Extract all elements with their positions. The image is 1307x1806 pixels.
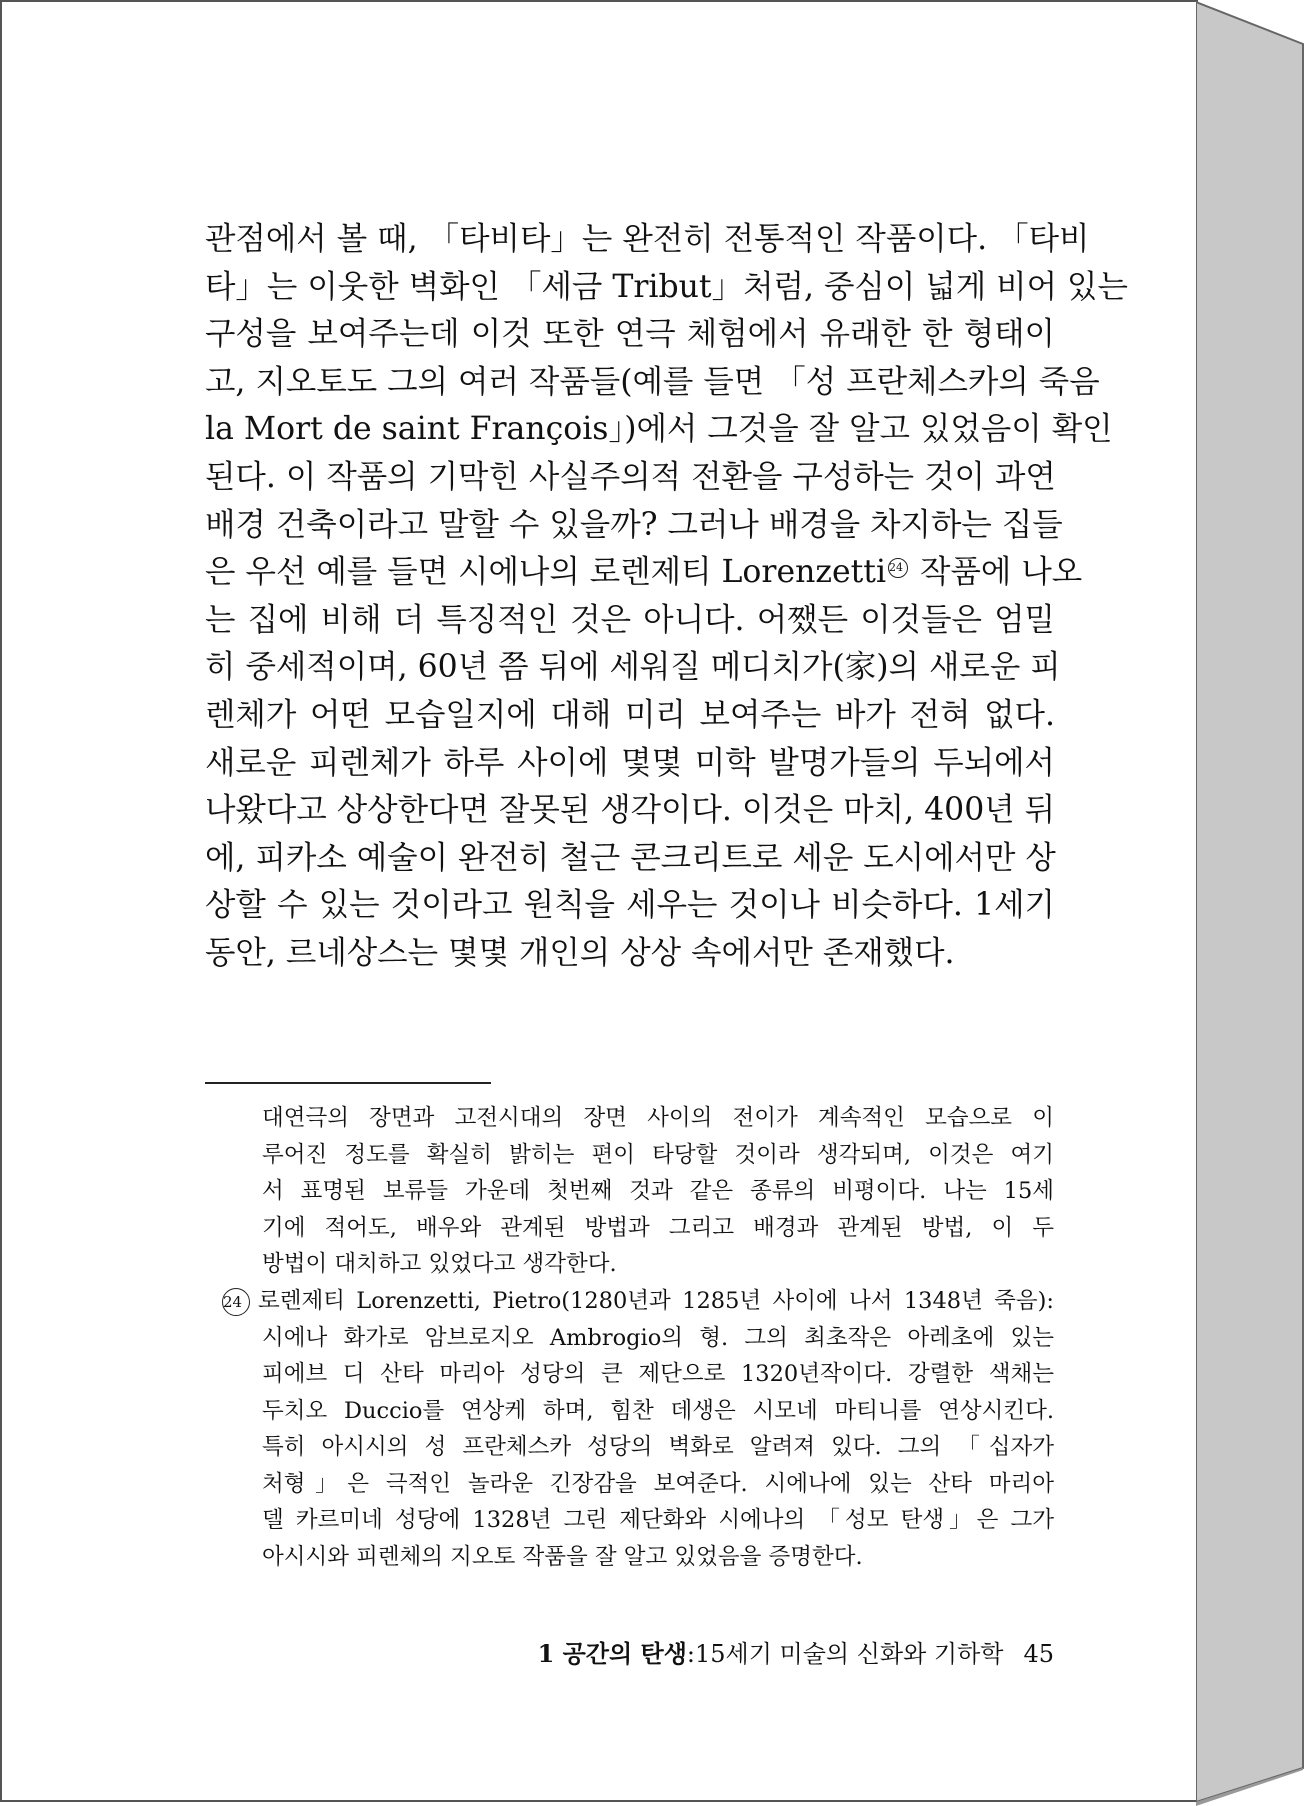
footnote-line: 아시시와 피렌체의 지오토 작품을 잘 알고 있었음을 증명한다. xyxy=(262,1543,863,1570)
footnote-line: 처형」은 극적인 놀라운 긴장감을 보여준다. 시에나에 있는 산타 마리아 xyxy=(262,1470,1054,1497)
footnote-line: 대연극의 장면과 고전시대의 장면 사이의 전이가 계속적인 모습으로 이 xyxy=(262,1105,1054,1131)
body-line: 는 집에 비해 더 특징적인 것은 아니다. 어쨌든 이것들은 엄밀 xyxy=(205,601,1055,638)
footnote-line: 시에나 화가로 암브로지오 Ambrogio의 형. 그의 최초작은 아레초에 있는 xyxy=(262,1324,1054,1351)
body-line: 에, 피카소 예술이 완전히 철근 콘크리트로 세운 도시에서만 상 xyxy=(205,839,1056,876)
body-line-tail: 작품에 나오 xyxy=(910,554,1083,591)
chapter-title: 1 공간의 탄생 xyxy=(537,1639,687,1668)
body-line: 타」는 이웃한 벽화인 「세금 Tribut」처럼, 중심이 넓게 비어 있는 xyxy=(205,268,1128,305)
body-line: la Mort de saint François」)에서 그것을 잘 알고 있었음이 확인 xyxy=(205,411,1113,448)
footnote-ref-24[interactable]: 24 xyxy=(888,558,908,578)
footnote-line xyxy=(222,1283,1054,1320)
body-line: 새로운 피렌체가 하루 사이에 몇몇 미학 발명가들의 두뇌에서 xyxy=(205,744,1055,781)
body-line-with-note xyxy=(205,549,1083,597)
body-line: 된다. 이 작품의 기막힌 사실주의적 전환을 구성하는 것이 과연 xyxy=(205,458,1056,495)
footnote-line: 기에 적어도, 배우와 관계된 방법과 그리고 배경과 관계된 방법, 이 두 xyxy=(262,1214,1054,1241)
body-line: 히 중세적이며, 60년 쯤 뒤에 세워질 메디치가(家)의 새로운 피 xyxy=(205,649,1061,686)
footnote-divider xyxy=(205,1082,491,1084)
body-line: 동안, 르네상스는 몇몇 개인의 상상 속에서만 존재했다. xyxy=(205,934,955,971)
page-stack-edge xyxy=(1196,0,1307,1806)
footnote-line: 루어진 정도를 확실히 밝히는 편이 타당할 것이라 생각되며, 이것은 여기 xyxy=(262,1141,1054,1168)
footnote-continued xyxy=(262,1100,1054,1283)
footnote-line: 서 표명된 보류들 가운데 첫번째 것과 같은 종류의 비평이다. 나는 15세 xyxy=(262,1178,1054,1204)
footnote-line: 특히 아시시의 성 프란체스카 성당의 벽화로 알려져 있다. 그의 「십자가 xyxy=(262,1434,1054,1460)
footnote-marker-24: 24 xyxy=(222,1288,250,1316)
page-number: 45 xyxy=(1023,1640,1054,1668)
body-line: 상할 수 있는 것이라고 원칙을 세우는 것이나 비슷하다. 1세기 xyxy=(205,887,1055,924)
body-line: 렌체가 어떤 모습일지에 대해 미리 보여주는 바가 전혀 없다. xyxy=(205,696,1055,733)
body-line: 관점에서 볼 때, 「타비타」는 완전히 전통적인 작품이다. 「타비 xyxy=(205,221,1090,257)
running-footer xyxy=(490,1638,1054,1670)
footnote-line: 델 카르미네 성당에 1328년 그린 제단화와 시에나의 「성모 탄생」은 그가 xyxy=(262,1507,1054,1533)
body-line-head: 은 우선 예를 들면 시에나의 로렌제티 Lorenzetti xyxy=(205,554,887,591)
body-line: 배경 건축이라고 말할 수 있을까? 그러나 배경을 차지하는 집들 xyxy=(205,506,1063,543)
footnote-line: 두치오 Duccio를 연상케 하며, 힘찬 데생은 시모네 마티니를 연상시킨다. xyxy=(262,1397,1054,1424)
footnote-line: 방법이 대치하고 있었다고 생각한다. xyxy=(262,1251,617,1277)
footnote-line-text: 로렌제티 Lorenzetti, Pietro(1280년과 1285년 사이에 나서 1348년 죽음): xyxy=(258,1288,1054,1314)
chapter-subtitle: :15세기 미술의 신화와 기하학 xyxy=(686,1640,1004,1668)
body-line: 나왔다고 상상한다면 잘못된 생각이다. 이것은 마치, 400년 뒤 xyxy=(205,792,1056,829)
footnote-24 xyxy=(222,1283,1054,1575)
body-line: 고, 지오토도 그의 여러 작품들(예를 들면 「성 프란체스카의 죽음 xyxy=(205,363,1100,400)
body-text xyxy=(205,216,1128,978)
body-line: 구성을 보여주는데 이것 또한 연극 체험에서 유래한 한 형태이 xyxy=(205,316,1055,353)
footnote-line: 피에브 디 산타 마리아 성당의 큰 제단으로 1320년작이다. 강렬한 색채는 xyxy=(262,1361,1054,1387)
